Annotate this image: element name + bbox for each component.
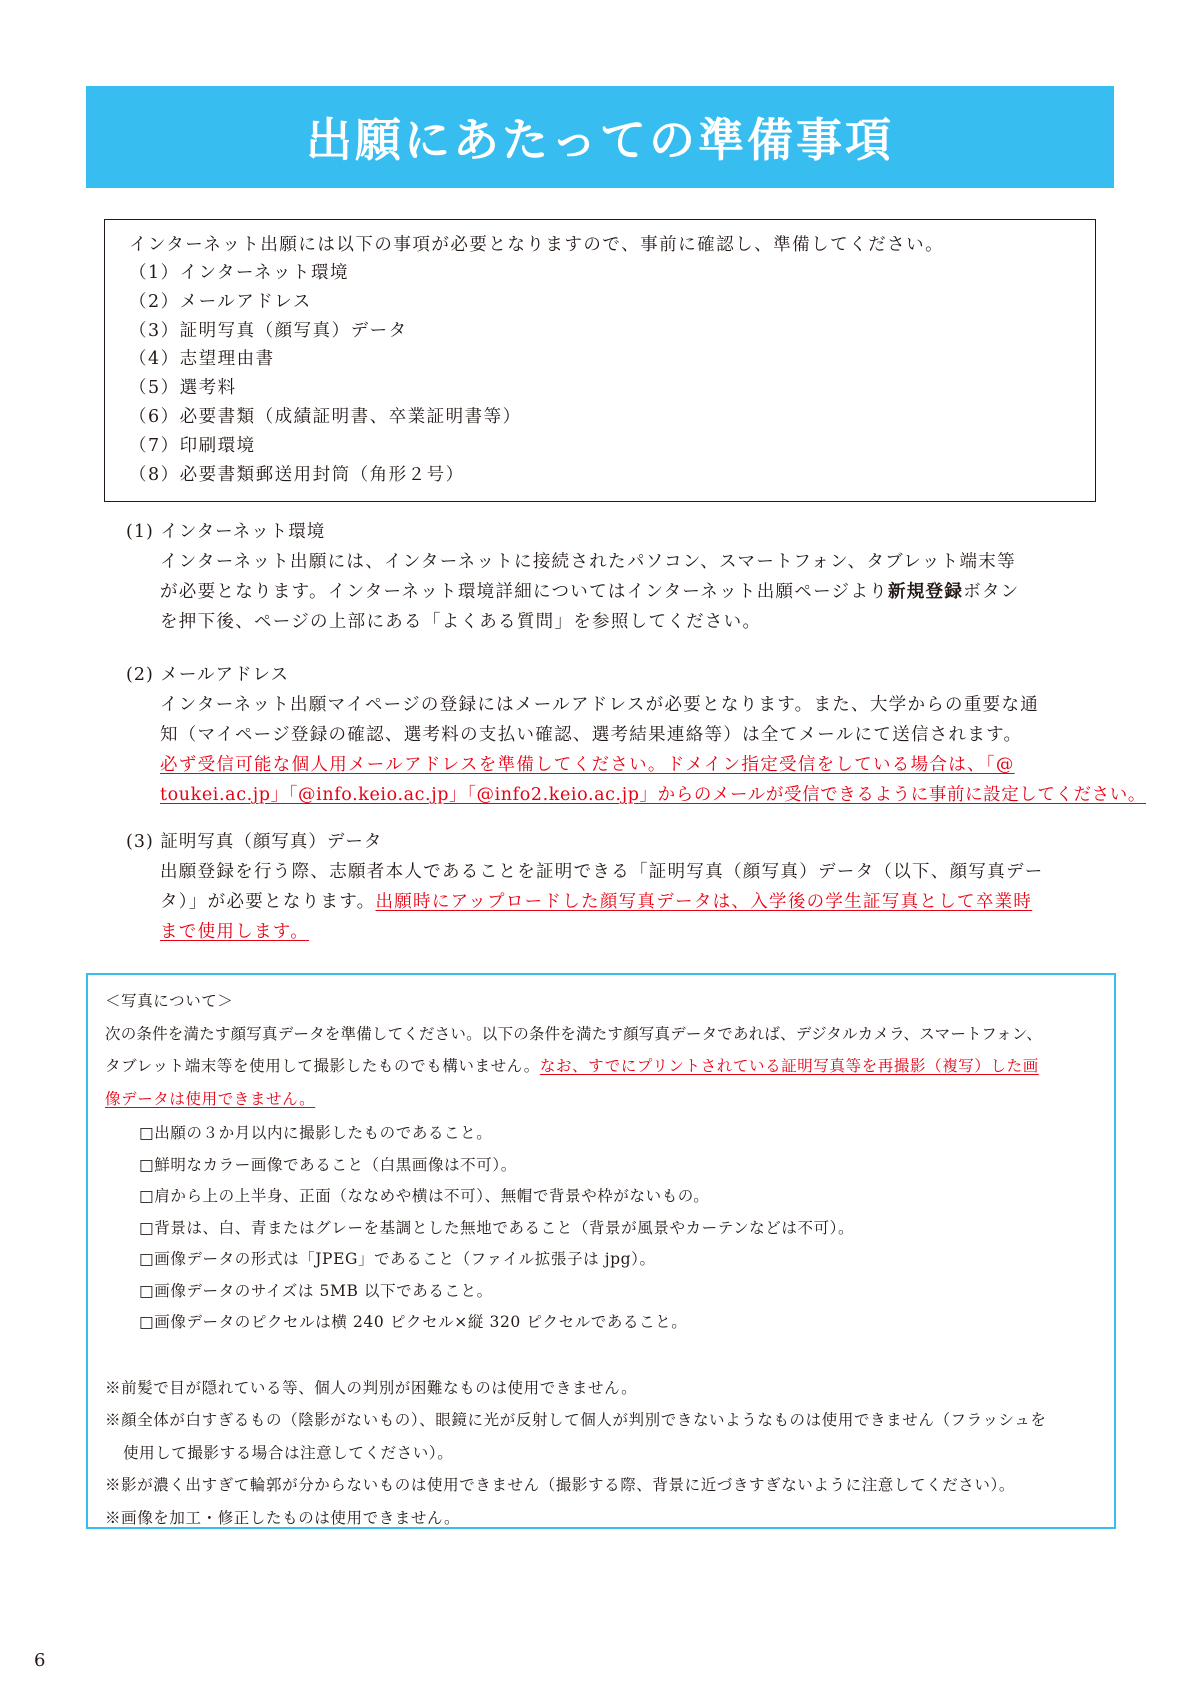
section-body — [126, 690, 1146, 810]
photo-condition-item: □画像データのサイズは 5MB 以下であること。 — [139, 1281, 493, 1300]
note-line: ※画像を加工・修正したものは使用できません。 — [105, 1508, 461, 1527]
section-heading: (1) インターネット環境 — [126, 522, 326, 542]
requirement-item: （8）必要書類郵送用封筒（角形２号） — [129, 464, 465, 485]
requirement-item: （3）証明写真（顔写真）データ — [129, 320, 408, 341]
warning-text: 出願時にアップロードした顔写真データは、入学後の学生証写真として卒業時 — [375, 892, 1033, 912]
photo-condition-item: □出願の３か月以内に撮影したものであること。 — [139, 1124, 493, 1142]
section-heading: (2) メールアドレス — [126, 665, 289, 685]
register-button-label: 新規登録 — [887, 582, 964, 602]
requirements-list — [129, 259, 1095, 489]
warning-text: まで使用します。 — [160, 922, 309, 942]
requirement-item: （7）印刷環境 — [129, 435, 256, 456]
body-line: を押下後、ページの上部にある「よくある質問」を参照してください。 — [160, 612, 762, 632]
photo-requirements-box — [86, 973, 1116, 1529]
requirement-item: （2）メールアドレス — [129, 291, 312, 312]
section-photo — [126, 827, 1090, 947]
section-body — [126, 857, 1090, 947]
body-text: タ）」が必要となります。 — [160, 892, 376, 912]
page-number: 6 — [34, 1650, 46, 1671]
photo-condition-item: □画像データの形式は「JPEG」であること（ファイル拡張子は jpg）。 — [139, 1250, 656, 1268]
warning-line — [160, 780, 1146, 810]
warning-text: 必ず受信可能な個人用メールアドレスを準備してください。ドメイン指定受信をしている場合は、「@ — [160, 755, 1015, 775]
summary-intro: インターネット出願には以下の事項が必要となりますので、事前に確認し、準備してください。 — [129, 235, 945, 255]
title-banner — [86, 86, 1114, 188]
requirement-item: （1）インターネット環境 — [129, 263, 350, 283]
photo-condition-item: □画像データのピクセルは横 240 ピクセル×縦 320 ピクセルであること。 — [139, 1313, 688, 1331]
warning-text: 像データは使用できません。 — [105, 1089, 316, 1108]
body-line: 出願登録を行う際、志願者本人であることを証明できる「証明写真（顔写真）データ（以下、顔写真デー — [160, 862, 1044, 882]
photo-box-title: ＜写真について＞ — [105, 992, 234, 1010]
photo-conditions-list — [105, 1118, 1114, 1339]
body-line: インターネット出願には、インターネットに接続されたパソコン、スマートフォン、タブレット端末等 — [160, 552, 1016, 572]
page-title: 出願にあたっての準備事項 — [306, 113, 894, 167]
photo-condition-item: □鮮明なカラー画像であること（白黒画像は不可）。 — [139, 1155, 517, 1174]
body-line: インターネット出願マイページの登録にはメールアドレスが必要となります。また、大学からの重要な通 — [160, 695, 1040, 715]
warning-line — [160, 750, 1090, 780]
requirement-item: （4）志望理由書 — [129, 349, 275, 370]
warning-line — [160, 917, 1090, 947]
photo-box-line: 次の条件を満たす顔写真データを準備してください。以下の条件を満たす顔写真データであれば、デジタルカメラ、スマートフォン、 — [105, 1024, 1043, 1043]
body-line — [160, 577, 1090, 607]
photo-condition-item: □背景は、白、青またはグレーを基調とした無地であること（背景が風景やカーテンなどは不可）。 — [139, 1218, 855, 1237]
body-text: ボタン — [963, 582, 1020, 602]
section-body — [126, 547, 1090, 637]
note-line: ※顔全体が白すぎるもの（陰影がないもの）、眼鏡に光が反射して個人が判別できないようなものは使用できません（フラッシュを — [105, 1411, 1047, 1429]
note-line: 使用して撮影する場合は注意してください）。 — [123, 1443, 454, 1462]
warning-text: なお、すでにプリントされている証明写真等を再撮影（複写）した画 — [539, 1057, 1039, 1075]
photo-box-line — [105, 1083, 1114, 1116]
photo-box-line — [105, 1050, 1114, 1083]
requirements-summary-box — [104, 219, 1096, 502]
warning-text: toukei.ac.jp」「@info.keio.ac.jp」「@info2.keio.ac.jp」からのメールが受信できるように事前に設定してください。 — [160, 785, 1146, 805]
section-email — [126, 660, 1146, 810]
requirement-item: （6）必要書類（成績証明書、卒業証明書等） — [129, 406, 522, 427]
body-line — [160, 887, 1090, 917]
note-line: ※前髪で目が隠れている等、個人の判別が困難なものは使用できません。 — [105, 1378, 638, 1397]
body-text: が必要となります。インターネット環境詳細についてはインターネット出願ページより — [160, 582, 888, 602]
note-line: ※影が濃く出すぎて輪郭が分からないものは使用できません（撮影する際、背景に近づきすぎないように注意してください）。 — [105, 1476, 1015, 1494]
body-text: タブレット端末等を使用して撮影したものでも構いません。 — [105, 1057, 540, 1075]
body-line: 知（マイページ登録の確認、選考料の支払い確認、選考結果連絡等）は全てメールにて送信されます。 — [160, 725, 1023, 745]
requirement-item: （5）選考料 — [129, 378, 237, 399]
photo-notes — [105, 1372, 1114, 1535]
section-internet — [126, 517, 1090, 637]
photo-condition-item: □肩から上の上半身、正面（ななめや横は不可）、無帽で背景や枠がないもの。 — [139, 1187, 710, 1205]
section-heading: (3) 証明写真（顔写真）データ — [126, 832, 383, 852]
